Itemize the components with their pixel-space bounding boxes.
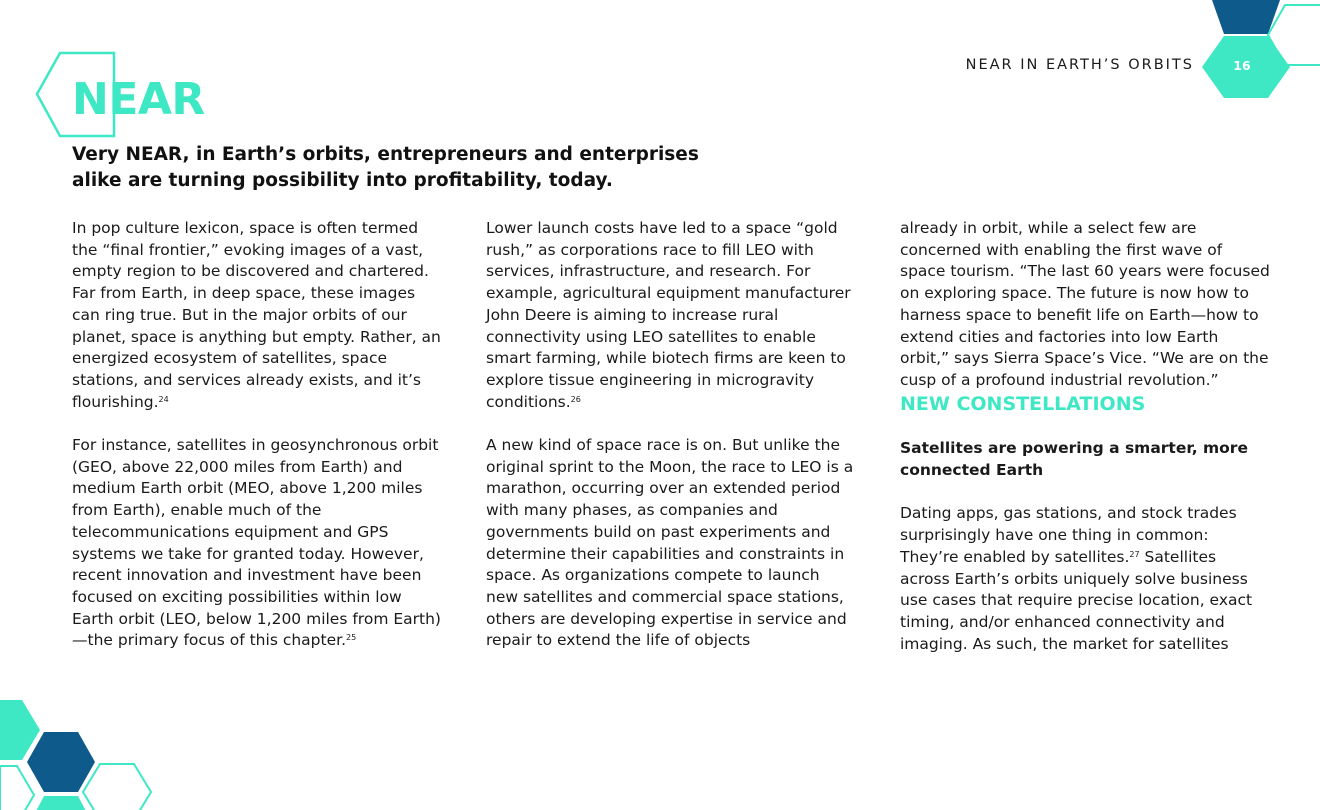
paragraph: For instance, satellites in geosynchronous orbit (GEO, above 22,000 miles from Earth) and medium Earth orbit (MEO, above 1,200 miles from Earth), enable much of the telecommunications equipment and GPS systems we take for granted today. However, recent innovation and investment have been focused on exciting possibilities within low Earth orbit (LEO, below 1,200 miles from Earth)—the primary focus of this chapter.$^{25}$ <box>72 436 441 650</box>
section-heading: NEW CONSTELLATIONS <box>900 392 1146 415</box>
paragraph: A new kind of space race is on. But unlike the original sprint to the Moon, the race to LEO is a marathon, occurring over an extended period with many phases, as companies and governments build on past experiments and determine their capabilities and constraints in space. As organizations compete to launch new satellites and commercial space stations, others are developing expertise in service and repair to extend the life of objects <box>486 436 854 650</box>
section-label: NEAR IN EARTH’S ORBITS <box>965 57 1194 73</box>
footnote-ref: 26 <box>570 394 581 404</box>
text-column-3 <box>900 218 1270 655</box>
teal-hexagon-bottom-edge <box>34 796 88 810</box>
navy-hexagon-bottom-left <box>27 732 95 792</box>
section-subheading: Satellites are powering a smarter, more connected Earth <box>900 439 1248 480</box>
navy-hexagon-top-right <box>1212 0 1280 34</box>
outline-hexagon-bottom-edge <box>0 766 34 810</box>
paragraph: Lower launch costs have led to a space “gold rush,” as corporations race to fill LEO with services, infrastructure, and research. For example, agricultural equipment manufacturer John Deere is aiming to increase rural connectivity using LEO satellites to enable smart farming, while biotech firms are keen to explore tissue engineering in microgravity conditions.$^{26}$ <box>486 219 851 411</box>
footnote-ref: 25 <box>346 633 357 643</box>
text-column-2 <box>486 218 856 652</box>
footnote-ref: 27 <box>1129 549 1140 559</box>
outline-hexagon-bottom-left <box>83 764 151 810</box>
footnote-ref: 24 <box>158 394 169 404</box>
paragraph: Dating apps, gas stations, and stock trades surprisingly have one thing in common: They’re enabled by satellites.$^{27}$ Satellites across Earth’s orbits uniquely solve business use cases that require precise location, exact timing, and/or enhanced connectivity and imaging. As such, the market for satellites <box>900 504 1253 653</box>
page-number: 16 <box>1233 58 1251 73</box>
page-subtitle: Very NEAR, in Earth’s orbits, entrepreneurs and enterprises alike are turning possibility into profitability, today. <box>72 144 699 191</box>
paragraph: already in orbit, while a select few are concerned with enabling the first wave of space tourism. “The last 60 years were focused on exploring space. The future is now how to harness space to benefit life on Earth—how to extend cities and factories into low Earth orbit,” says Sierra Space’s Vice. “We are on the cusp of a profound industrial revolution.” <box>900 219 1270 389</box>
page-title: NEAR <box>72 74 205 125</box>
text-column-1 <box>72 218 442 652</box>
paragraph: In pop culture lexicon, space is often termed the “final frontier,” evoking images of a vast, empty region to be discovered and chartered. Far from Earth, in deep space, these images can ring true. But in the major orbits of our planet, space is anything but empty. Rather, an energized ecosystem of satellites, space stations, and services already exists, and it’s flourishing.$^{24}$ <box>72 219 441 411</box>
